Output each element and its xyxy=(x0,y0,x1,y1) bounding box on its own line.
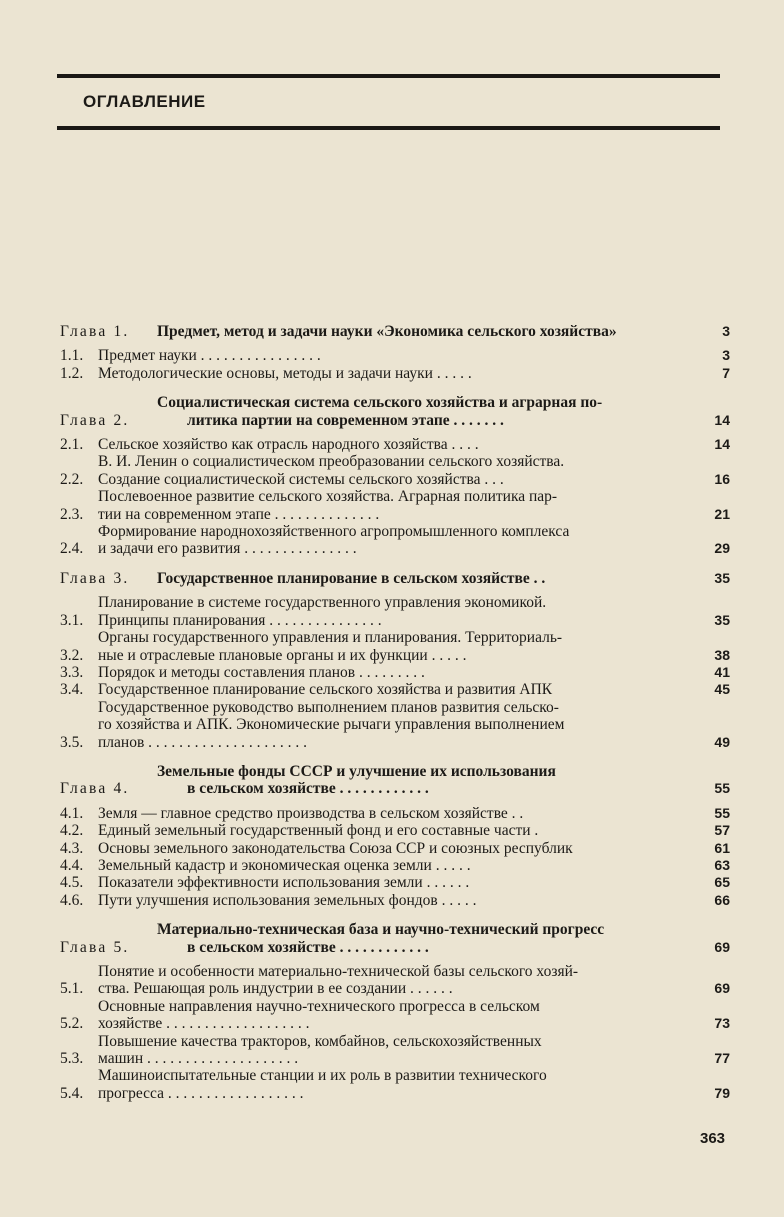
chapter-heading xyxy=(60,763,730,798)
section-title-line: Предмет науки . . . . . . . . . . . . . . . . xyxy=(98,347,321,365)
section-number: 5.1. xyxy=(60,980,84,998)
section-title-line: Сельское хозяйство как отрасль народного хозяйства . . . . xyxy=(98,436,479,454)
section-page-number: 38 xyxy=(714,646,730,663)
section-page-number: 63 xyxy=(714,856,730,873)
chapter-block xyxy=(60,921,730,1102)
toc-entry xyxy=(60,629,730,664)
section-number: 3.2. xyxy=(60,646,84,664)
chapter-label: Глава 2. xyxy=(60,411,130,429)
section-number: 2.3. xyxy=(60,505,84,523)
chapter-page-number: 14 xyxy=(714,411,730,428)
section-page-number: 29 xyxy=(714,540,730,557)
section-page-number: 45 xyxy=(714,681,730,698)
section-title-line: Земля — главное средство производства в сельском хозяйстве . . xyxy=(98,804,524,822)
chapter-title-line: Социалистическая система сельского хозяйства и аграрная по- xyxy=(157,394,603,412)
section-title-line: ства. Решающая роль индустрии в ее создании . . . . . . xyxy=(98,980,453,998)
chapter-title-line: Земельные фонды СССР и улучшение их использования xyxy=(157,762,556,780)
toc-entry xyxy=(60,874,730,891)
section-page-number: 41 xyxy=(714,663,730,680)
section-page-number: 49 xyxy=(714,733,730,750)
bottom-rule xyxy=(57,126,720,130)
section-page-number: 7 xyxy=(722,364,730,381)
section-title-line: Создание социалистической системы сельского хозяйства . . . xyxy=(98,470,504,488)
section-title-line: Принципы планирования . . . . . . . . . . . . . . . xyxy=(98,611,382,629)
chapter-label: Глава 1. xyxy=(60,323,130,340)
chapter-title-line: литика партии на современном этапе . . . . . . . xyxy=(187,411,504,429)
section-title-line: Государственное руководство выполнением планов развития сельско- xyxy=(98,698,559,716)
section-title-line: Послевоенное развитие сельского хозяйства. Аграрная политика пар- xyxy=(98,488,558,506)
section-number: 4.2. xyxy=(60,822,84,840)
section-number: 3.4. xyxy=(60,681,84,699)
chapter-title-line: Предмет, метод и задачи науки «Экономика сельского хозяйства» xyxy=(157,323,617,340)
section-page-number: 14 xyxy=(714,436,730,453)
section-title-line: Порядок и методы составления планов . . . . . . . . . xyxy=(98,663,425,681)
chapter-label: Глава 5. xyxy=(60,938,130,956)
section-number: 4.5. xyxy=(60,874,84,892)
section-page-number: 57 xyxy=(714,822,730,839)
section-title-line: прогресса . . . . . . . . . . . . . . . . . . xyxy=(98,1084,304,1102)
toc-entry xyxy=(60,453,730,488)
toc-entry xyxy=(60,857,730,874)
section-title-line: Земельный кадастр и экономическая оценка земли . . . . . xyxy=(98,856,471,874)
section-page-number: 73 xyxy=(714,1015,730,1032)
chapter-label: Глава 3. xyxy=(60,569,130,587)
section-number: 5.4. xyxy=(60,1084,84,1102)
section-number: 5.2. xyxy=(60,1015,84,1033)
chapter-heading xyxy=(60,570,730,587)
toc-entry xyxy=(60,963,730,998)
section-title-line: Повышение качества тракторов, комбайнов, сельскохозяйственных xyxy=(98,1032,542,1050)
chapter-block xyxy=(60,323,730,382)
section-number: 4.6. xyxy=(60,891,84,909)
section-number: 4.4. xyxy=(60,856,84,874)
section-page-number: 77 xyxy=(714,1050,730,1067)
section-title-line: Основы земельного законодательства Союза ССР и союзных республик xyxy=(98,839,573,857)
chapter-page-number: 35 xyxy=(714,569,730,586)
toc-entry xyxy=(60,664,730,681)
section-number: 3.1. xyxy=(60,611,84,629)
toc-entry xyxy=(60,347,730,364)
section-title-line: Основные направления научно-технического прогресса в сельском xyxy=(98,997,540,1015)
chapter-title-line: в сельском хозяйстве . . . . . . . . . . . . xyxy=(187,938,429,956)
toc-entry xyxy=(60,822,730,839)
toc-entry xyxy=(60,1067,730,1102)
section-page-number: 65 xyxy=(714,874,730,891)
toc-entry xyxy=(60,436,730,453)
section-title-line: и задачи его развития . . . . . . . . . . . . . . . xyxy=(98,540,357,558)
section-page-number: 21 xyxy=(714,505,730,522)
section-title-line: Понятие и особенности материально-технической базы сельского хозяй- xyxy=(98,963,579,980)
chapter-heading xyxy=(60,323,730,340)
toc-entry xyxy=(60,1033,730,1068)
chapter-page-number: 55 xyxy=(714,780,730,797)
toc-entry xyxy=(60,840,730,857)
section-title-line: Методологические основы, методы и задачи науки . . . . . xyxy=(98,364,472,382)
section-title-line: Единый земельный государственный фонд и его составные части . xyxy=(98,822,539,840)
section-number: 2.1. xyxy=(60,436,84,454)
chapter-title-line: Материально-техническая база и научно-технический прогресс xyxy=(157,921,605,939)
section-number: 2.4. xyxy=(60,540,84,558)
toc-heading: ОГЛАВЛЕНИЕ xyxy=(83,92,206,111)
section-page-number: 16 xyxy=(714,470,730,487)
toc-entry xyxy=(60,805,730,822)
toc-entry xyxy=(60,523,730,558)
chapter-title-line: в сельском хозяйстве . . . . . . . . . . . . xyxy=(187,780,429,798)
section-number: 4.3. xyxy=(60,839,84,857)
section-number: 5.3. xyxy=(60,1050,84,1068)
chapter-title-line: Государственное планирование в сельском хозяйстве . . xyxy=(157,569,546,587)
top-rule xyxy=(57,74,720,78)
toc-entry xyxy=(60,681,730,698)
section-page-number: 3 xyxy=(722,347,730,364)
toc-entry xyxy=(60,998,730,1033)
section-title-line: машин . . . . . . . . . . . . . . . . . . . . xyxy=(98,1050,299,1068)
chapter-page-number: 69 xyxy=(714,938,730,955)
chapter-block xyxy=(60,394,730,558)
chapter-heading xyxy=(60,921,730,956)
section-title-line: Машиноиспытательные станции и их роль в развитии технического xyxy=(98,1067,547,1085)
section-title-line: Органы государственного управления и планирования. Территориаль- xyxy=(98,629,563,647)
chapter-heading xyxy=(60,394,730,429)
section-page-number: 55 xyxy=(714,804,730,821)
toc-entry xyxy=(60,699,730,751)
section-page-number: 79 xyxy=(714,1084,730,1101)
toc-entry xyxy=(60,488,730,523)
page-number: 363 xyxy=(700,1130,726,1147)
chapter-label: Глава 4. xyxy=(60,780,130,798)
section-title-line: Показатели эффективности использования земли . . . . . . xyxy=(98,874,470,892)
section-number: 3.3. xyxy=(60,663,84,681)
chapter-block xyxy=(60,570,730,751)
section-title-line: Государственное планирование сельского хозяйства и развития АПК xyxy=(98,681,553,699)
toc-entry xyxy=(60,594,730,629)
section-page-number: 69 xyxy=(714,980,730,997)
section-title-line: го хозяйства и АПК. Экономические рычаги управления выполнением xyxy=(98,716,565,734)
section-number: 2.2. xyxy=(60,470,84,488)
section-page-number: 66 xyxy=(714,891,730,908)
section-title-line: Формирование народнохозяйственного агропромышленного комплекса xyxy=(98,523,570,541)
section-title-line: В. И. Ленин о социалистическом преобразовании сельского хозяйства. xyxy=(98,453,565,471)
section-title-line: тии на современном этапе . . . . . . . . . . . . . . xyxy=(98,505,380,523)
section-number: 4.1. xyxy=(60,804,84,822)
chapter-page-number: 3 xyxy=(722,323,730,339)
toc-entry xyxy=(60,365,730,382)
toc-entry xyxy=(60,892,730,909)
section-title-line: Пути улучшения использования земельных фондов . . . . . xyxy=(98,891,477,909)
section-title-line: планов . . . . . . . . . . . . . . . . . . . . . xyxy=(98,733,308,751)
chapter-block xyxy=(60,763,730,909)
section-title-line: Планирование в системе государственного управления экономикой. xyxy=(98,594,547,612)
table-of-contents xyxy=(60,323,730,1114)
section-title-line: хозяйстве . . . . . . . . . . . . . . . . . . . xyxy=(98,1015,310,1033)
section-title-line: ные и отраслевые плановые органы и их функции . . . . . xyxy=(98,646,467,664)
section-page-number: 35 xyxy=(714,611,730,628)
section-number: 1.1. xyxy=(60,347,84,365)
section-number: 1.2. xyxy=(60,364,84,382)
section-number: 3.5. xyxy=(60,733,84,751)
section-page-number: 61 xyxy=(714,839,730,856)
